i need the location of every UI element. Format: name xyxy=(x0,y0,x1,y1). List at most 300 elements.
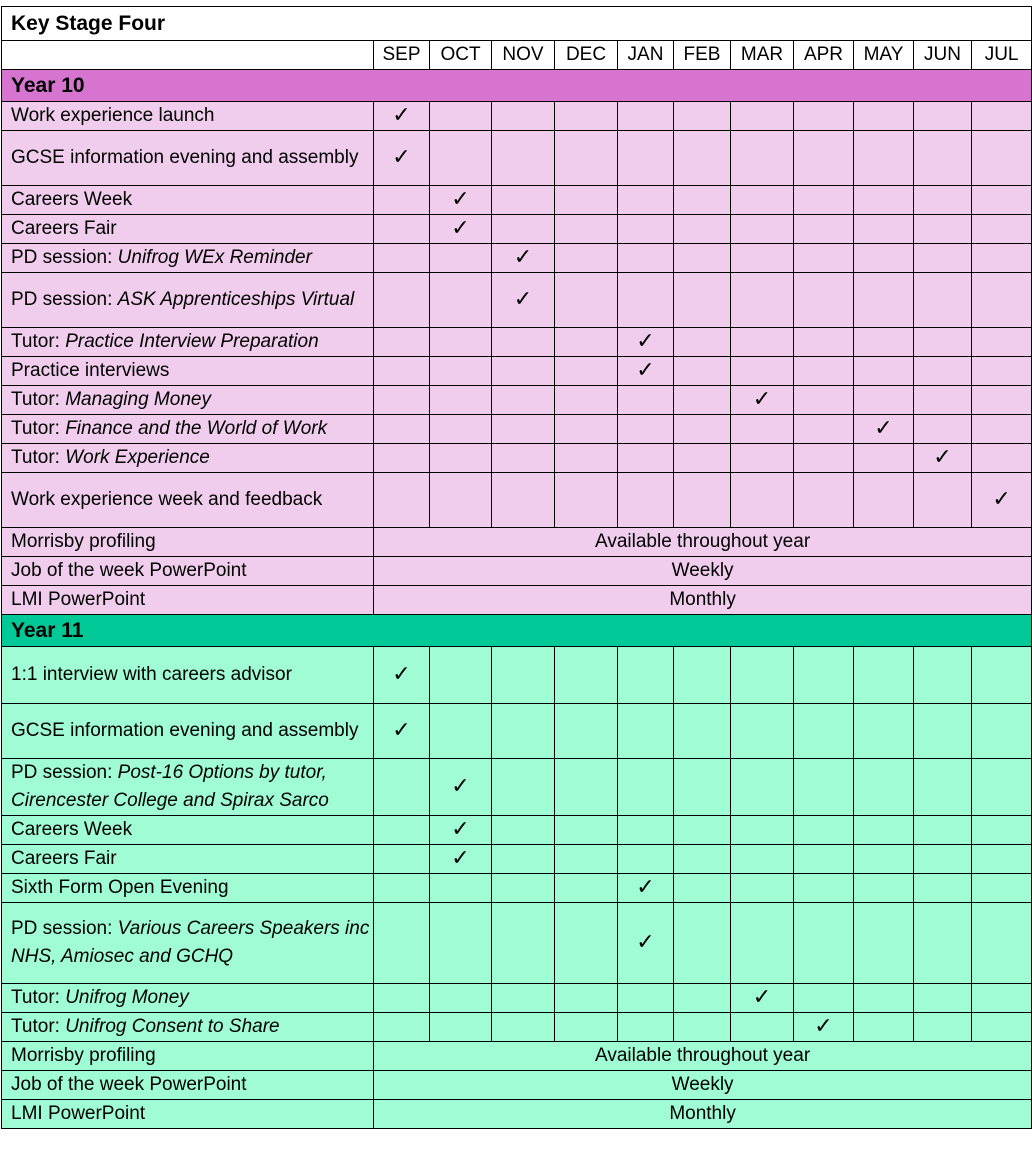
empty-month-cell xyxy=(555,647,618,704)
empty-month-cell xyxy=(555,415,618,444)
empty-month-cell xyxy=(430,415,492,444)
empty-month-cell xyxy=(731,903,794,984)
check-mark-icon: ✓ xyxy=(618,357,674,386)
table-row xyxy=(2,1013,1032,1042)
check-mark-icon: ✓ xyxy=(972,473,1032,528)
empty-month-cell xyxy=(618,415,674,444)
activity-label-text: Careers Week xyxy=(11,189,133,210)
table-row xyxy=(2,984,1032,1013)
empty-month-cell xyxy=(914,131,972,186)
empty-month-cell xyxy=(914,473,972,528)
activity-label-text: Careers Week xyxy=(11,819,133,840)
table-row xyxy=(2,357,1032,386)
empty-month-cell xyxy=(492,357,555,386)
empty-month-cell xyxy=(374,984,430,1013)
empty-month-cell xyxy=(674,704,731,759)
activity-label xyxy=(2,704,374,759)
table-row xyxy=(2,557,1032,586)
empty-month-cell xyxy=(674,444,731,473)
empty-month-cell xyxy=(794,102,854,131)
empty-month-cell xyxy=(674,816,731,845)
month-header-jan: JAN xyxy=(618,41,674,70)
empty-month-cell xyxy=(374,444,430,473)
empty-month-cell xyxy=(731,473,794,528)
empty-month-cell xyxy=(674,131,731,186)
empty-month-cell xyxy=(794,845,854,874)
empty-month-cell xyxy=(430,704,492,759)
empty-month-cell xyxy=(492,845,555,874)
table-row xyxy=(2,845,1032,874)
empty-month-cell xyxy=(972,273,1032,328)
empty-month-cell xyxy=(555,874,618,903)
empty-month-cell xyxy=(914,273,972,328)
empty-month-cell xyxy=(674,102,731,131)
empty-month-cell xyxy=(555,1013,618,1042)
activity-label-text: Morrisby profiling xyxy=(11,531,156,552)
empty-month-cell xyxy=(374,357,430,386)
activity-label-text: Tutor: xyxy=(11,447,66,468)
empty-month-cell xyxy=(854,186,914,215)
empty-month-cell xyxy=(374,386,430,415)
empty-month-cell xyxy=(972,903,1032,984)
activity-label-italic: Unifrog WEx Reminder xyxy=(117,247,312,268)
table-row xyxy=(2,704,1032,759)
section-header-y11 xyxy=(2,615,1032,647)
empty-month-cell xyxy=(555,102,618,131)
table-row xyxy=(2,1071,1032,1100)
activity-label-italic: Various Careers Speakers inc NHS, Amiosec and GCHQ xyxy=(11,918,370,967)
check-mark-icon: ✓ xyxy=(374,102,430,131)
empty-month-cell xyxy=(854,215,914,244)
empty-month-cell xyxy=(618,131,674,186)
table-row xyxy=(2,328,1032,357)
empty-month-cell xyxy=(972,102,1032,131)
month-header-apr: APR xyxy=(794,41,854,70)
empty-month-cell xyxy=(430,131,492,186)
month-header-may: MAY xyxy=(854,41,914,70)
empty-month-cell xyxy=(794,759,854,816)
empty-month-cell xyxy=(914,874,972,903)
empty-month-cell xyxy=(914,215,972,244)
check-mark-icon: ✓ xyxy=(914,444,972,473)
empty-month-cell xyxy=(854,845,914,874)
activity-label-text: 1:1 interview with careers advisor xyxy=(11,664,292,685)
activity-label xyxy=(2,328,374,357)
table-row xyxy=(2,759,1032,816)
activity-label xyxy=(2,215,374,244)
title-row xyxy=(2,7,1032,41)
table-row xyxy=(2,528,1032,557)
empty-month-cell xyxy=(374,273,430,328)
activity-label-text: Morrisby profiling xyxy=(11,1045,156,1066)
table-row xyxy=(2,386,1032,415)
empty-month-cell xyxy=(674,215,731,244)
check-mark-icon: ✓ xyxy=(430,845,492,874)
month-header-nov: NOV xyxy=(492,41,555,70)
empty-month-cell xyxy=(555,215,618,244)
empty-month-cell xyxy=(794,186,854,215)
empty-month-cell xyxy=(492,704,555,759)
table-title: Key Stage Four xyxy=(2,7,1032,41)
table-row xyxy=(2,186,1032,215)
empty-month-cell xyxy=(492,759,555,816)
table-row xyxy=(2,244,1032,273)
empty-month-cell xyxy=(492,816,555,845)
check-mark-icon: ✓ xyxy=(374,131,430,186)
empty-month-cell xyxy=(854,473,914,528)
activity-label-italic: Practice Interview Preparation xyxy=(65,331,319,352)
empty-month-cell xyxy=(914,186,972,215)
activity-label-text: Practice interviews xyxy=(11,360,170,381)
empty-month-cell xyxy=(555,244,618,273)
empty-month-cell xyxy=(914,328,972,357)
empty-month-cell xyxy=(674,903,731,984)
empty-month-cell xyxy=(972,704,1032,759)
activity-label-italic: Unifrog Money xyxy=(65,987,189,1008)
empty-month-cell xyxy=(430,273,492,328)
empty-month-cell xyxy=(854,386,914,415)
empty-month-cell xyxy=(618,102,674,131)
activity-label xyxy=(2,1042,374,1071)
empty-month-cell xyxy=(674,186,731,215)
empty-month-cell xyxy=(555,444,618,473)
table-row xyxy=(2,586,1032,615)
month-header-jul: JUL xyxy=(972,41,1032,70)
empty-month-cell xyxy=(794,444,854,473)
empty-month-cell xyxy=(492,647,555,704)
empty-month-cell xyxy=(854,984,914,1013)
empty-month-cell xyxy=(731,1013,794,1042)
empty-month-cell xyxy=(731,647,794,704)
check-mark-icon: ✓ xyxy=(430,759,492,816)
empty-month-cell xyxy=(674,984,731,1013)
activity-label-text: Work experience week and feedback xyxy=(11,489,323,510)
empty-month-cell xyxy=(731,273,794,328)
empty-month-cell xyxy=(794,415,854,444)
empty-month-cell xyxy=(618,759,674,816)
table-row xyxy=(2,816,1032,845)
empty-month-cell xyxy=(972,131,1032,186)
empty-month-cell xyxy=(731,845,794,874)
empty-month-cell xyxy=(972,647,1032,704)
activity-label xyxy=(2,273,374,328)
empty-month-cell xyxy=(430,357,492,386)
month-header-feb: FEB xyxy=(674,41,731,70)
empty-month-cell xyxy=(731,759,794,816)
check-mark-icon: ✓ xyxy=(618,328,674,357)
section-header-y10 xyxy=(2,70,1032,102)
empty-month-cell xyxy=(914,903,972,984)
empty-month-cell xyxy=(972,444,1032,473)
empty-month-cell xyxy=(674,845,731,874)
key-stage-four-table xyxy=(1,6,1032,1129)
table-body xyxy=(2,7,1032,1129)
empty-month-cell xyxy=(731,328,794,357)
empty-month-cell xyxy=(854,816,914,845)
activity-label xyxy=(2,903,374,984)
empty-month-cell xyxy=(854,903,914,984)
frequency-cell: Weekly xyxy=(374,1071,1032,1100)
empty-month-cell xyxy=(794,874,854,903)
empty-month-cell xyxy=(492,1013,555,1042)
activity-label-italic: Finance and the World of Work xyxy=(65,418,328,439)
empty-month-cell xyxy=(854,759,914,816)
month-header-sep: SEP xyxy=(374,41,430,70)
check-mark-icon: ✓ xyxy=(492,244,555,273)
empty-month-cell xyxy=(374,845,430,874)
empty-month-cell xyxy=(914,704,972,759)
empty-month-cell xyxy=(794,984,854,1013)
activity-label xyxy=(2,816,374,845)
empty-month-cell xyxy=(854,1013,914,1042)
check-mark-icon: ✓ xyxy=(731,984,794,1013)
activity-label-text: Careers Fair xyxy=(11,848,117,869)
empty-month-cell xyxy=(794,244,854,273)
empty-month-cell xyxy=(914,759,972,816)
empty-month-cell xyxy=(854,102,914,131)
empty-month-cell xyxy=(914,415,972,444)
empty-month-cell xyxy=(674,1013,731,1042)
empty-month-cell xyxy=(374,874,430,903)
empty-month-cell xyxy=(618,1013,674,1042)
empty-month-cell xyxy=(794,704,854,759)
empty-month-cell xyxy=(731,357,794,386)
empty-month-cell xyxy=(674,357,731,386)
activity-label-text: Tutor: xyxy=(11,1016,66,1037)
empty-month-cell xyxy=(854,357,914,386)
empty-month-cell xyxy=(794,273,854,328)
empty-month-cell xyxy=(374,244,430,273)
empty-month-cell xyxy=(794,816,854,845)
empty-month-cell xyxy=(492,102,555,131)
activity-label xyxy=(2,186,374,215)
activity-label-text: Job of the week PowerPoint xyxy=(11,1074,247,1095)
empty-month-cell xyxy=(618,984,674,1013)
empty-month-cell xyxy=(492,415,555,444)
activity-label-text: Job of the week PowerPoint xyxy=(11,560,247,581)
empty-month-cell xyxy=(492,186,555,215)
activity-label-text: LMI PowerPoint xyxy=(11,1103,146,1124)
activity-label-text: Sixth Form Open Evening xyxy=(11,877,229,898)
table-row xyxy=(2,215,1032,244)
empty-month-cell xyxy=(854,273,914,328)
activity-label xyxy=(2,473,374,528)
table-row xyxy=(2,415,1032,444)
empty-month-cell xyxy=(430,386,492,415)
month-header-mar: MAR xyxy=(731,41,794,70)
empty-month-cell xyxy=(972,759,1032,816)
empty-month-cell xyxy=(618,444,674,473)
empty-month-cell xyxy=(374,1013,430,1042)
table-row xyxy=(2,1042,1032,1071)
empty-month-cell xyxy=(674,328,731,357)
empty-month-cell xyxy=(972,244,1032,273)
empty-month-cell xyxy=(555,816,618,845)
empty-month-cell xyxy=(731,102,794,131)
empty-month-cell xyxy=(555,386,618,415)
activity-label-text: PD session: xyxy=(11,247,118,268)
month-header-jun: JUN xyxy=(914,41,972,70)
activity-label-text: PD session: xyxy=(11,289,118,310)
empty-month-cell xyxy=(555,186,618,215)
empty-month-cell xyxy=(555,759,618,816)
check-mark-icon: ✓ xyxy=(430,816,492,845)
frequency-cell: Weekly xyxy=(374,557,1032,586)
empty-month-cell xyxy=(914,984,972,1013)
activity-label xyxy=(2,386,374,415)
empty-month-cell xyxy=(854,874,914,903)
activity-label-text: Tutor: xyxy=(11,331,66,352)
empty-month-cell xyxy=(555,273,618,328)
empty-month-cell xyxy=(374,186,430,215)
empty-month-cell xyxy=(674,647,731,704)
table-row xyxy=(2,444,1032,473)
empty-month-cell xyxy=(914,647,972,704)
empty-month-cell xyxy=(555,473,618,528)
empty-month-cell xyxy=(972,984,1032,1013)
activity-label xyxy=(2,102,374,131)
empty-month-cell xyxy=(854,244,914,273)
check-mark-icon: ✓ xyxy=(854,415,914,444)
empty-month-cell xyxy=(430,473,492,528)
activity-label-text: Tutor: xyxy=(11,418,66,439)
empty-month-cell xyxy=(914,386,972,415)
activity-label-text: PD session: xyxy=(11,762,118,783)
check-mark-icon: ✓ xyxy=(430,186,492,215)
activity-label-text: GCSE information evening and assembly xyxy=(11,147,359,168)
empty-month-cell xyxy=(794,131,854,186)
empty-month-cell xyxy=(618,845,674,874)
empty-month-cell xyxy=(674,386,731,415)
empty-month-cell xyxy=(618,647,674,704)
table-row xyxy=(2,273,1032,328)
empty-month-cell xyxy=(731,186,794,215)
activity-label xyxy=(2,357,374,386)
empty-month-cell xyxy=(794,357,854,386)
empty-month-cell xyxy=(430,1013,492,1042)
activity-label-text: Work experience launch xyxy=(11,105,215,126)
empty-month-cell xyxy=(492,328,555,357)
empty-month-cell xyxy=(731,704,794,759)
activity-label xyxy=(2,1100,374,1129)
frequency-cell: Monthly xyxy=(374,586,1032,615)
empty-month-cell xyxy=(794,473,854,528)
activity-label-text: Tutor: xyxy=(11,389,66,410)
activity-label xyxy=(2,759,374,816)
empty-month-cell xyxy=(674,759,731,816)
empty-month-cell xyxy=(674,244,731,273)
empty-month-cell xyxy=(972,415,1032,444)
empty-month-cell xyxy=(492,984,555,1013)
activity-label xyxy=(2,244,374,273)
empty-month-cell xyxy=(854,647,914,704)
activity-label xyxy=(2,1071,374,1100)
empty-month-cell xyxy=(430,903,492,984)
empty-month-cell xyxy=(972,816,1032,845)
empty-month-cell xyxy=(430,102,492,131)
activity-label-text: GCSE information evening and assembly xyxy=(11,720,359,741)
empty-month-cell xyxy=(731,244,794,273)
empty-month-cell xyxy=(731,215,794,244)
empty-month-cell xyxy=(794,386,854,415)
month-header-blank xyxy=(2,41,374,70)
empty-month-cell xyxy=(618,215,674,244)
empty-month-cell xyxy=(618,704,674,759)
empty-month-cell xyxy=(430,328,492,357)
empty-month-cell xyxy=(794,328,854,357)
empty-month-cell xyxy=(854,704,914,759)
empty-month-cell xyxy=(914,816,972,845)
section-heading: Year 10 xyxy=(2,70,1032,102)
activity-label xyxy=(2,845,374,874)
empty-month-cell xyxy=(555,357,618,386)
empty-month-cell xyxy=(492,386,555,415)
activity-label-italic: Work Experience xyxy=(65,447,210,468)
check-mark-icon: ✓ xyxy=(430,215,492,244)
empty-month-cell xyxy=(618,244,674,273)
empty-month-cell xyxy=(972,186,1032,215)
table-row xyxy=(2,874,1032,903)
empty-month-cell xyxy=(618,386,674,415)
empty-month-cell xyxy=(674,473,731,528)
activity-label-text: Careers Fair xyxy=(11,218,117,239)
frequency-cell: Available throughout year xyxy=(374,1042,1032,1071)
month-header-row xyxy=(2,41,1032,70)
activity-label xyxy=(2,874,374,903)
check-mark-icon: ✓ xyxy=(618,874,674,903)
activity-label xyxy=(2,984,374,1013)
empty-month-cell xyxy=(674,415,731,444)
activity-label xyxy=(2,1013,374,1042)
activity-label-italic: ASK Apprenticeships Virtual xyxy=(117,289,355,310)
empty-month-cell xyxy=(914,357,972,386)
empty-month-cell xyxy=(854,444,914,473)
empty-month-cell xyxy=(374,816,430,845)
empty-month-cell xyxy=(492,131,555,186)
empty-month-cell xyxy=(555,704,618,759)
table-row xyxy=(2,102,1032,131)
activity-label-italic: Managing Money xyxy=(65,389,211,410)
table-row xyxy=(2,647,1032,704)
empty-month-cell xyxy=(731,444,794,473)
empty-month-cell xyxy=(972,386,1032,415)
empty-month-cell xyxy=(492,874,555,903)
empty-month-cell xyxy=(914,102,972,131)
table-row xyxy=(2,903,1032,984)
activity-label xyxy=(2,647,374,704)
activity-label xyxy=(2,528,374,557)
empty-month-cell xyxy=(492,215,555,244)
activity-label-text: Tutor: xyxy=(11,987,66,1008)
check-mark-icon: ✓ xyxy=(618,903,674,984)
empty-month-cell xyxy=(430,444,492,473)
empty-month-cell xyxy=(854,131,914,186)
empty-month-cell xyxy=(555,984,618,1013)
empty-month-cell xyxy=(374,903,430,984)
empty-month-cell xyxy=(972,215,1032,244)
empty-month-cell xyxy=(430,984,492,1013)
month-header-dec: DEC xyxy=(555,41,618,70)
empty-month-cell xyxy=(374,759,430,816)
empty-month-cell xyxy=(914,845,972,874)
empty-month-cell xyxy=(972,1013,1032,1042)
empty-month-cell xyxy=(731,415,794,444)
empty-month-cell xyxy=(794,215,854,244)
frequency-cell: Monthly xyxy=(374,1100,1032,1129)
check-mark-icon: ✓ xyxy=(492,273,555,328)
empty-month-cell xyxy=(674,874,731,903)
empty-month-cell xyxy=(555,131,618,186)
